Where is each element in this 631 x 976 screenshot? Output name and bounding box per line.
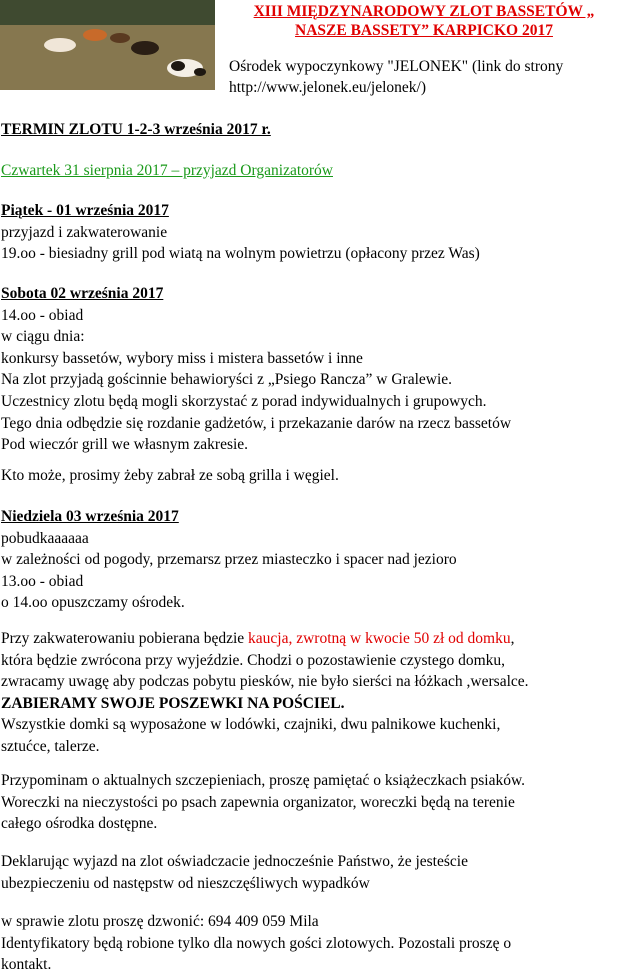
event-title-line1: XIII MIĘDZYNARODOWY ZLOT BASSETÓW „ (253, 3, 595, 20)
deposit-comma: , (510, 630, 515, 647)
contact-line2: Identyfikatory będą robione tylko dla nowych gości zlotowych. Pozostali proszę o (1, 934, 512, 952)
deposit-line6: sztućce, talerze. (1, 737, 100, 755)
friday-line: przyjazd i zakwaterowanie (1, 223, 168, 241)
thursday-heading: Czwartek 31 sierpnia 2017 – przyjazd Organizatorów (1, 162, 333, 179)
friday-line: 19.oo - biesiadny grill pod wiatą na wolnym powietrzu (opłacony przez Was) (1, 245, 480, 263)
bedding-notice: ZABIERAMY SWOJE POSZEWKI NA POŚCIEL. (1, 694, 345, 712)
header-photo-bassets (0, 0, 215, 90)
termin-heading: TERMIN ZLOTU 1-2-3 września 2017 r. (1, 121, 271, 138)
declaration-line1: Deklarując wyjazd na zlot oświadczacie jednocześnie Państwo, że jesteście (1, 853, 468, 870)
grill-note: Kto może, prosimy żeby zabrał ze sobą grilla i węgiel. (1, 467, 339, 484)
venue-link[interactable]: http://www.jelonek.eu/jelonek/) (229, 79, 427, 96)
friday-section (1, 200, 629, 265)
deposit-line5: Wszystkie domki są wyposażone w lodówki, czajniki, dwu palnikowe kuchenki, (1, 716, 501, 734)
termin-section (1, 119, 629, 141)
grill-note-section (1, 465, 629, 487)
deposit-line1 (1, 628, 629, 650)
saturday-line: 14.oo - obiad (1, 306, 84, 324)
sunday-line: 13.oo - obiad (1, 572, 84, 590)
saturday-heading: Sobota 02 września 2017 (1, 285, 164, 302)
saturday-line: Tego dnia odbędzie się rozdanie gadżetów, i przekazanie darów na rzecz bassetów (1, 414, 512, 432)
saturday-line: konkursy bassetów, wybory miss i mistera bassetów i inne (1, 349, 363, 367)
sunday-line: o 14.oo opuszczamy ośrodek. (1, 594, 185, 612)
event-title (224, 2, 624, 40)
sunday-line: pobudkaaaaaa (1, 529, 89, 547)
saturday-line: w ciągu dnia: (1, 328, 85, 346)
deposit-amount-highlight: kaucja, zwrotną w kwocie 50 zł od domku (248, 630, 511, 647)
friday-heading: Piątek - 01 września 2017 (1, 202, 169, 219)
deposit-line2: która będzie zwrócona przy wyjeździe. Chodzi o pozostawienie czystego domku, (1, 651, 505, 669)
sunday-line: w zależności od pogody, przemarsz przez miasteczko i spacer nad jezioro (1, 551, 457, 569)
vaccination-line3: całego ośrodka dostępne. (1, 815, 158, 833)
vaccination-section (1, 770, 629, 835)
deposit-text: Przy zakwaterowaniu pobierana będzie (1, 630, 249, 647)
declaration-line2: ubezpieczeniu od następstw od nieszczęśliwych wypadków (1, 874, 370, 892)
venue-info (229, 56, 629, 98)
contact-section (1, 911, 629, 976)
vaccination-line1: Przypominam o aktualnych szczepieniach, proszę pamiętać o książeczkach psiaków. (1, 772, 526, 789)
declaration-section (1, 851, 629, 894)
contact-line3: kontakt. (1, 956, 52, 974)
saturday-line: Pod wieczór grill we własnym zakresie. (1, 436, 249, 454)
sunday-heading: Niedziela 03 września 2017 (1, 508, 179, 525)
deposit-line3: zwracamy uwagę aby podczas pobytu piesków, nie było sierści na łóżkach ,wersalce. (1, 673, 529, 691)
deposit-section (1, 628, 629, 758)
event-title-line2: NASZE BASSETY” KARPICKO 2017 (295, 22, 553, 39)
saturday-line: Uczestnicy zlotu będą mogli skorzystać z porad indywidualnych i grupowych. (1, 392, 487, 410)
vaccination-line2: Woreczki na nieczystości po psach zapewnia organizator, woreczki będą na terenie (1, 793, 515, 811)
saturday-section (1, 283, 629, 456)
saturday-line: Na zlot przyjadą gościnnie behawioryści z „Psiego Rancza” w Gralewie. (1, 371, 453, 389)
venue-line1: Ośrodek wypoczynkowy "JELONEK" (link do strony (229, 58, 564, 75)
sunday-section (1, 506, 629, 614)
contact-phone: w sprawie zlotu proszę dzwonić: 694 409 059 Mila (1, 913, 319, 930)
thursday-section (1, 160, 629, 182)
